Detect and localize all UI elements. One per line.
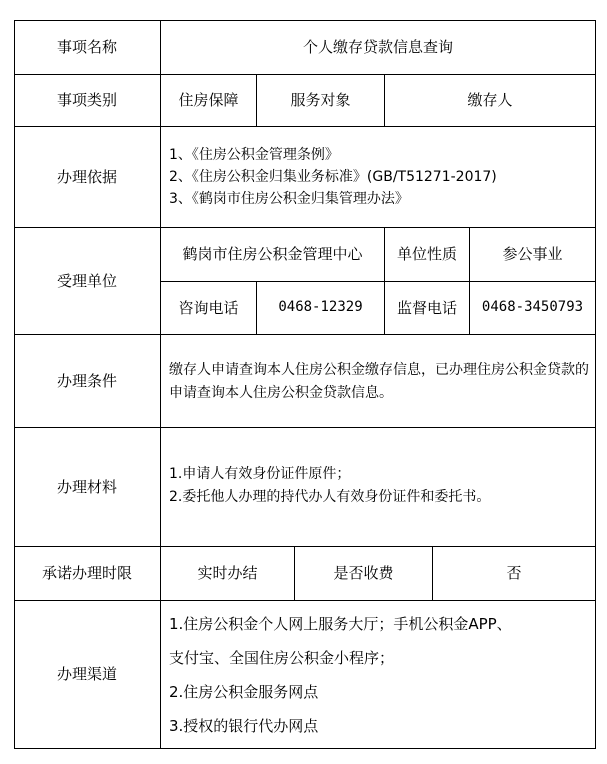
conditions-text: 缴存人申请查询本人住房公积金缴存信息，已办理住房公积金贷款的申请查询本人住房公积金贷款信息。 [169,362,589,401]
table-border-bottom [14,748,596,749]
service-info-table [14,20,596,749]
material-item: 1.申请人有效身份证件原件； [169,466,351,482]
item-name-label: 事项名称 [56,38,117,56]
accepting-unit-label: 受理单位 [56,271,117,290]
item-name-value: 个人缴存贷款信息查询 [302,38,453,56]
materials-list [169,463,490,509]
basis-item: 3、《鹤岗市住房公积金归集管理办法》 [169,191,409,207]
item-category-label: 事项类别 [56,91,117,109]
service-target-label: 服务对象 [290,91,351,109]
channel-item: 1.住房公积金个人网上服务大厅；手机公积金APP、 [169,615,512,633]
conditions-label: 办理条件 [56,371,117,390]
channel-item: 支付宝、全国住房公积金小程序； [169,649,395,667]
basis-item: 2、《住房公积金归集业务标准》(GB/T51271-2017) [169,169,497,185]
materials-label: 办理材料 [56,477,117,496]
item-category-value: 住房保障 [178,91,239,109]
basis-list [169,144,497,210]
channel-item: 2.住房公积金服务网点 [169,683,319,701]
supervise-phone-label: 监督电话 [396,298,457,317]
basis-label: 办理依据 [56,167,117,186]
channel-item: 3.授权的银行代办网点 [169,717,319,735]
channels-list [169,607,512,743]
fee-value: 否 [506,564,522,582]
accepting-unit-name: 鹤岗市住房公积金管理中心 [182,245,363,263]
fee-label: 是否收费 [333,564,394,582]
time-limit-label: 承诺办理时限 [41,564,132,582]
unit-nature-label: 单位性质 [396,245,457,263]
consult-phone-value: 0468-12329 [278,299,363,316]
consult-phone-label: 咨询电话 [178,298,239,317]
unit-nature-value: 参公事业 [502,245,563,263]
material-item: 2.委托他人办理的持代办人有效身份证件和委托书。 [169,489,491,505]
table-border-right [595,20,596,749]
label-column-divider [160,20,161,749]
supervise-phone-value: 0468-3450793 [481,299,584,316]
channels-label: 办理渠道 [56,665,117,683]
time-limit-value: 实时办结 [197,564,258,582]
basis-item: 1、《住房公积金管理条例》 [169,147,339,163]
service-target-value: 缴存人 [467,91,513,109]
